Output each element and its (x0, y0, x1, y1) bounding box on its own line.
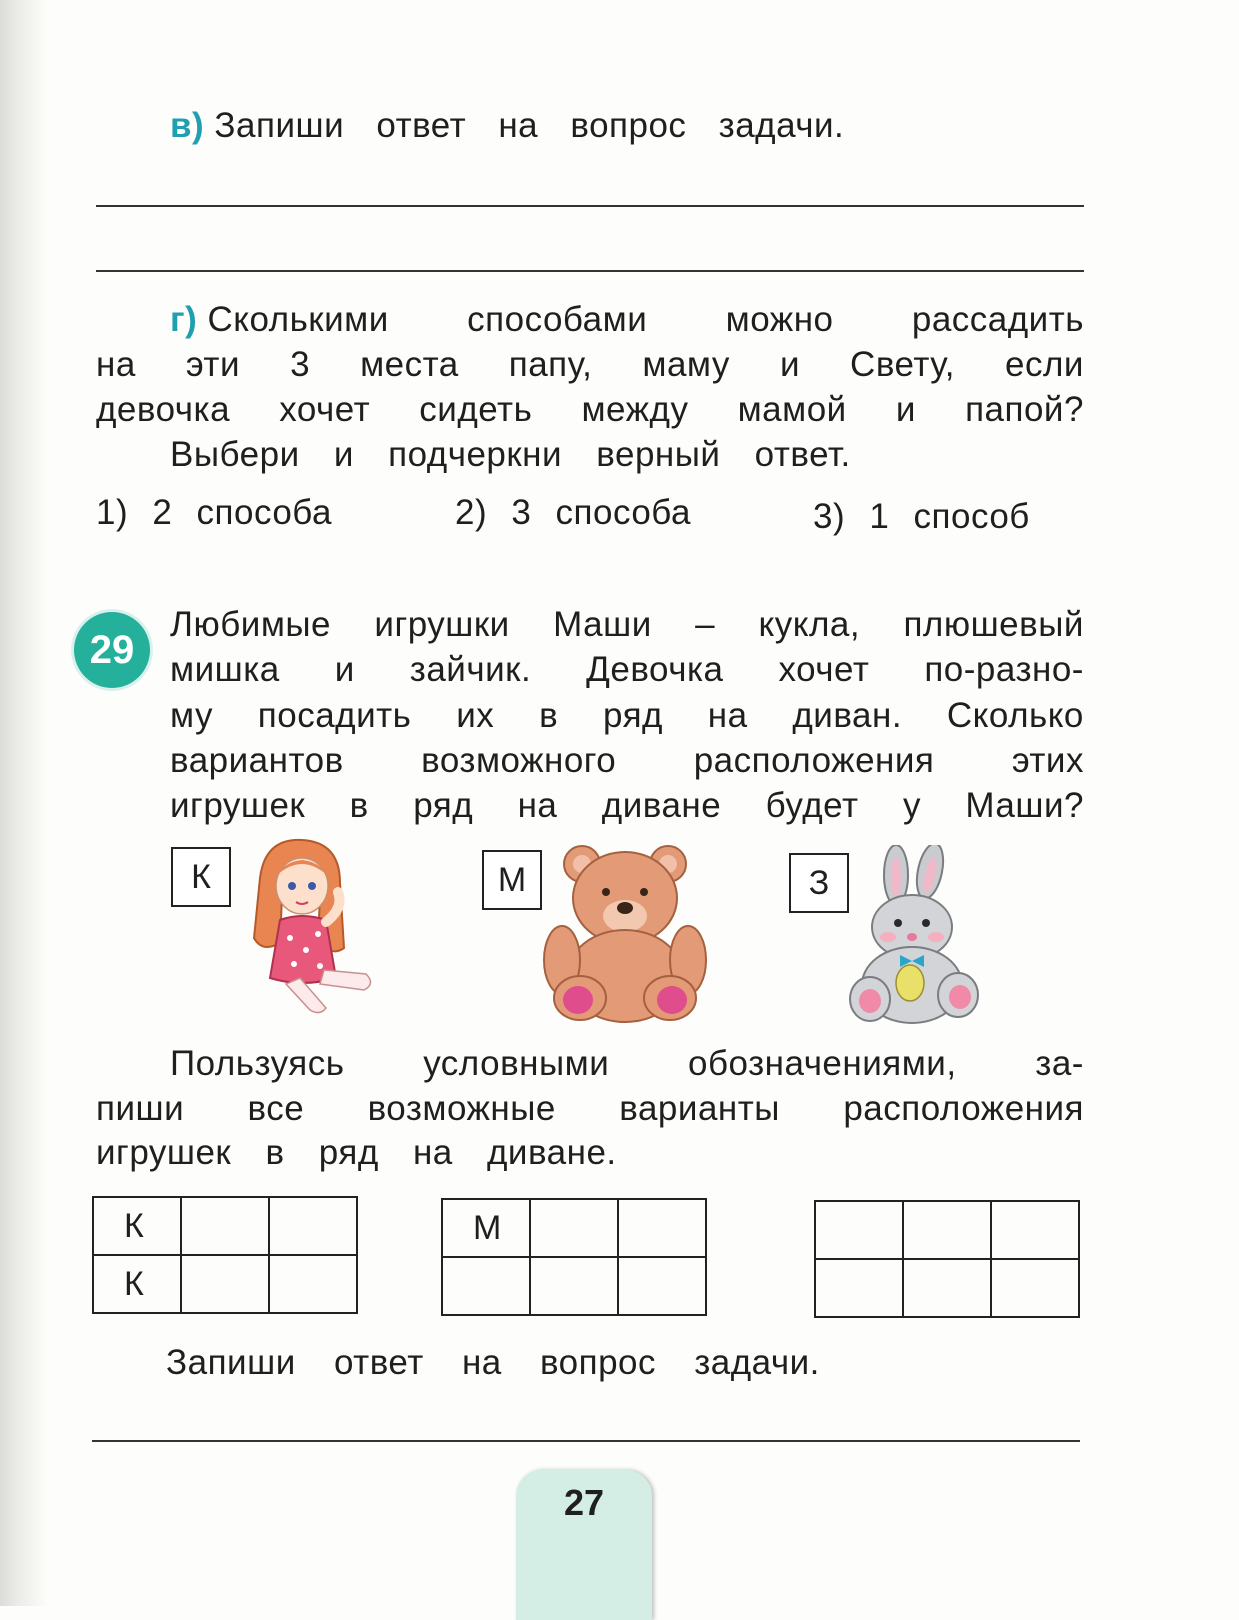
word: условными (423, 1044, 610, 1083)
word: сидеть (419, 390, 533, 429)
page-gutter (0, 0, 48, 1606)
word: Сколько (946, 696, 1084, 735)
option-3[interactable]: 3) 1 способ (813, 497, 1030, 536)
table-cell[interactable] (815, 1259, 903, 1317)
table-cell[interactable] (903, 1259, 991, 1317)
task-number-badge: 29 (74, 612, 150, 688)
word: и (334, 650, 355, 689)
part-g-line4: Выбери и подчеркни верный ответ. (170, 435, 851, 474)
word: все (247, 1089, 305, 1128)
answer-prompt: Запиши ответ на вопрос задачи. (166, 1343, 820, 1382)
table-cell[interactable] (991, 1259, 1079, 1317)
word: зайчик. (409, 650, 532, 689)
word: игрушки (374, 605, 510, 644)
option-1[interactable]: 1) 2 способа (96, 493, 333, 532)
word: Любимые (170, 605, 331, 644)
task29-line3 (170, 696, 1084, 736)
word: диван. (792, 696, 903, 735)
bear-label: М (482, 850, 542, 910)
part-v-prompt (170, 106, 844, 146)
part-g-line3 (96, 390, 1084, 430)
word: папу, (508, 345, 593, 384)
word: по-разно- (924, 650, 1084, 689)
word: можно (725, 300, 834, 339)
word: хочет (778, 650, 870, 689)
word: маму (642, 345, 730, 384)
table-cell[interactable]: К (93, 1255, 181, 1313)
word: у (902, 786, 921, 825)
word: вариантов (170, 741, 344, 780)
word: этих (1011, 741, 1084, 780)
word: пиши (96, 1089, 185, 1128)
doll-illustration (240, 838, 380, 1018)
answer-line-2[interactable] (96, 270, 1084, 272)
word: варианты (619, 1089, 780, 1128)
doll-label: К (171, 847, 231, 907)
table-cell[interactable] (181, 1197, 269, 1255)
table-cell[interactable] (903, 1201, 991, 1259)
arrangement-table-2 (441, 1198, 707, 1316)
word: возможные (367, 1089, 556, 1128)
word: на (96, 345, 136, 384)
table-cell[interactable]: М (442, 1199, 530, 1257)
word: мишка (170, 650, 280, 689)
word: игрушек (170, 786, 306, 825)
word: в (539, 696, 559, 735)
word: Девочка (586, 650, 724, 689)
bunny-label: З (789, 853, 849, 913)
word: девочка (96, 390, 231, 429)
word: между (581, 390, 689, 429)
final-answer-line[interactable] (92, 1440, 1080, 1442)
teddy-bear-illustration (540, 840, 710, 1025)
word: на (707, 696, 748, 735)
word: их (456, 696, 495, 735)
page-number: 27 (563, 1482, 605, 1523)
word: ряд (603, 696, 663, 735)
word: диване (601, 786, 722, 825)
table-cell[interactable] (815, 1201, 903, 1259)
word: Маши (553, 605, 652, 644)
word: мамой (737, 390, 847, 429)
page-number-tab (516, 1470, 652, 1620)
word: в (349, 786, 369, 825)
part-v-text: Запиши ответ на вопрос задачи. (214, 106, 845, 145)
word: за- (1035, 1044, 1084, 1083)
word: эти (185, 345, 241, 384)
word: будет (765, 786, 859, 825)
task29-line1 (170, 605, 1084, 645)
table-cell[interactable] (269, 1197, 357, 1255)
word: 3 (290, 345, 311, 384)
answer-line-1[interactable] (96, 205, 1084, 207)
table-cell[interactable] (991, 1201, 1079, 1259)
part-v-letter: в) (170, 106, 205, 145)
instr-line1 (170, 1044, 1084, 1084)
word: Маши? (965, 786, 1084, 825)
word: кукла, (758, 605, 861, 644)
table-cell[interactable] (530, 1257, 618, 1315)
word: Пользуясь (170, 1044, 345, 1083)
word: хочет (279, 390, 371, 429)
bunny-illustration (840, 845, 985, 1027)
table-cell[interactable] (530, 1199, 618, 1257)
table-cell[interactable] (618, 1257, 706, 1315)
word: на (517, 786, 558, 825)
table-cell[interactable] (181, 1255, 269, 1313)
word: ряд (413, 786, 474, 825)
table-cell[interactable] (618, 1199, 706, 1257)
word: расположения (843, 1089, 1084, 1128)
word: и (895, 390, 916, 429)
word: Сколькими (207, 300, 389, 339)
arrangement-table-1 (92, 1196, 358, 1314)
word: посадить (257, 696, 412, 735)
word: способами (467, 300, 648, 339)
option-2[interactable]: 2) 3 способа (455, 493, 692, 532)
word: папой? (965, 390, 1084, 429)
instr-line3: игрушек в ряд на диване. (96, 1133, 617, 1172)
word: плюшевый (903, 605, 1084, 644)
word: рассадить (911, 300, 1084, 339)
part-g-line2 (96, 345, 1084, 385)
word: места (360, 345, 459, 384)
word: Свету, (850, 345, 955, 384)
word: и (779, 345, 800, 384)
task29-line4 (170, 741, 1084, 781)
part-g-line1 (170, 300, 1084, 340)
word: – (695, 605, 716, 644)
part-g-letter: г) (170, 300, 198, 339)
word: обозначениями, (688, 1044, 957, 1083)
word: расположения (693, 741, 935, 780)
word: возможного (421, 741, 617, 780)
table-cell[interactable] (442, 1257, 530, 1315)
task29-line2 (170, 650, 1084, 690)
table-cell[interactable]: К (93, 1197, 181, 1255)
task29-line5 (170, 786, 1084, 826)
table-cell[interactable] (269, 1255, 357, 1313)
instr-line2 (96, 1089, 1084, 1129)
arrangement-table-3 (814, 1200, 1080, 1318)
word: если (1005, 345, 1084, 384)
word: му (170, 696, 213, 735)
